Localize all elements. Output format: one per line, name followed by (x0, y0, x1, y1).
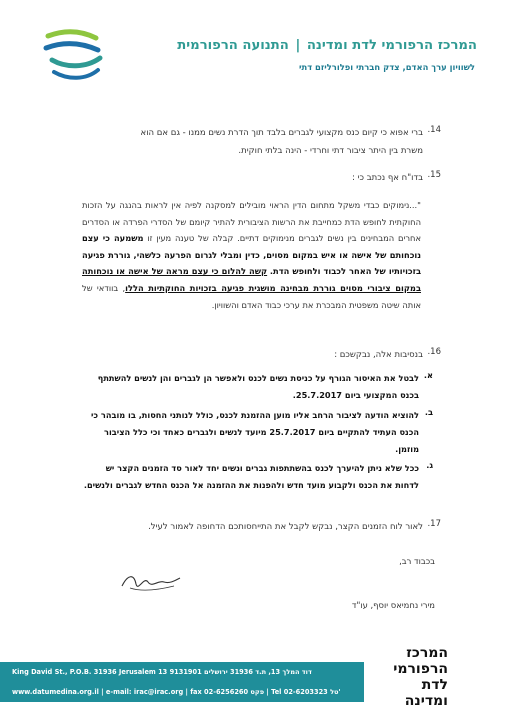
demand-a-text: לבטל את האיסור הגורף על כניסת נשים לכנס ולאפשר הן לגברים והן לנשים להשתתף בכנס המקצועי ביום 25.7.2017. (97, 373, 419, 400)
footer-logo (376, 645, 448, 721)
demand-c-text: ככל שלא ניתן להיערך לכנס בהשתתפות גברים ונשים יחד לאור סד הזמנים הקצר יש לדחות את הכנס ולקבוע מועד חדש ולהפנות את ההזמנה אל הכנס החדש לגברים ולנשים. (83, 463, 419, 490)
demand-b-text: להוציא הודעה לציבור הרחב אליו מוען ההזמנת לכנס, כולל לנותני החסות, בו מובהר כי הכנס העתיד להתקיים ביום 25.7.2017 מיועד לנשים ולגברים כאחד וכי כלל הציבור מוזמן. (91, 410, 419, 454)
reform-center-logo-icon (40, 28, 112, 86)
org-title (177, 38, 477, 53)
demand-c-letter: .ג (426, 460, 433, 470)
item-14-line2: משרת בין היתר ציבור דתי וחרדי - הינה בלתי חוקית. (238, 146, 423, 156)
item-14-line1: ברי אפוא כי קיום כנס מקצועי לגברים בלבד תוך הדרת נשים ממנו - גם אם הוא (140, 128, 423, 138)
closing-regards: בכבוד רב, (399, 556, 435, 566)
footer-contact: www.datumedina.org.il | e-mail: irac@irac.org | fax 02-6256260 פקס | Tel 02-6203323 טל' (12, 688, 341, 696)
demand-b-letter: .ב (424, 407, 433, 417)
item-16-number: .16 (427, 347, 441, 357)
title-separator: | (295, 38, 301, 53)
item-16-text: בנסיבות אלה, נבקשכם : (334, 350, 423, 360)
signer-name: מירי נחמיאס יוסף, עו"ד (351, 600, 435, 610)
item-17-number: .17 (427, 519, 441, 529)
item-15-number: .15 (427, 170, 441, 180)
org-name: המרכז הרפורמי לדת ומדינה (306, 38, 477, 53)
item-14-number: .14 (427, 125, 441, 135)
quote-bold-underline-2: קשה להלום כי עצם מראה של אישה או נוכחותה במקום ציבורי מסוים גוררת מבחינה מושגית פגיעה בזכויות החוקתיות הללו (82, 266, 421, 293)
demand-a-letter: .א (423, 370, 433, 380)
item-17-text: לאור לוח הזמנים הקצר, נבקש לקבל את התייחסותכם הדחופה לאמור לעיל. (148, 522, 423, 532)
footer-address: King David St., P.O.B. 31936 Jerusalem 13 דוד המלך 13, ת.ד 31936 ירושלים 9131901 (12, 668, 312, 676)
quote-bold-1: משמעה כי עצם נוכחותם של אישה או איש במקום מסוים, כדין ומבלי לגרום הפרעה כלשהי, גוררת פגיעה בזכויותיו של האחר לכבוד ולחופש הדת. (82, 233, 421, 277)
signature-icon (118, 570, 184, 594)
quote-part-2: , בוודאי של אותה שיטה משפטית המבכרת את ערכי כבוד האדם והשוויון. (82, 282, 421, 310)
report-quote (82, 197, 421, 313)
quote-part-1: "...נימוקים כבדי משקל מתחום הדין הראוי מובילים למסקנה לפיה אין לראות בהנגה על הזכות החוקתית לחופש הדת כמחייבת את הרשות הציבורית להתיר קיומם של הסדרי הפרדה או הסדרים אחרים המבחינים בין נשים לגברים מנימוקים דתיים. קבלה של טענה מעין זו (82, 200, 421, 244)
org-tagline: לשוויון ערך האדם, צדק חברתי ופלורליזם דתי (299, 62, 475, 72)
footer-logo-text: המרכז הרפורמי לדת ומדינה (393, 645, 448, 709)
movement-name: התנועה הרפורמית (177, 38, 289, 53)
item-15-text: בדו"ח אף נכתב כי : (352, 173, 423, 183)
